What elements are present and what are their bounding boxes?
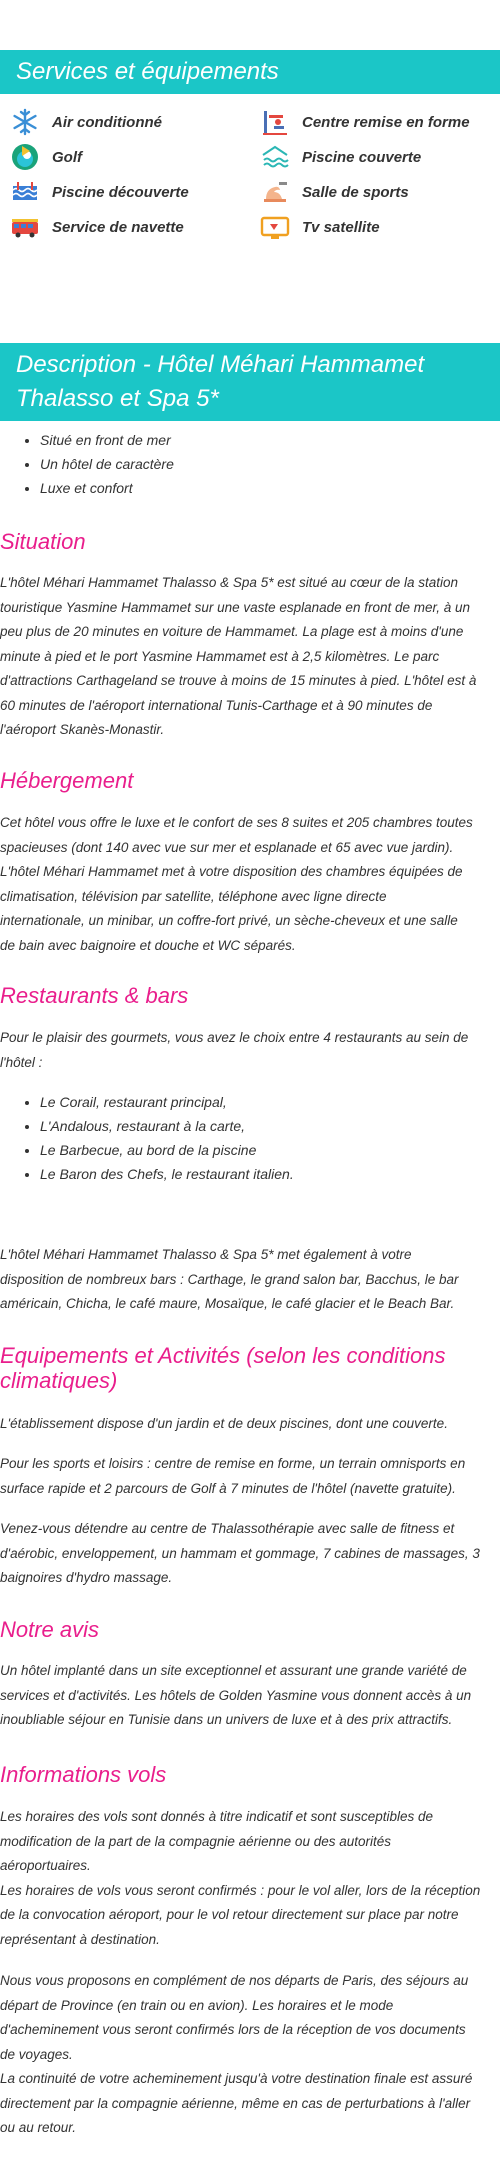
equipements-heading: Equipements et Activités (selon les conditions climatiques) xyxy=(0,1343,446,1393)
service-piscine-decouverte: Piscine découverte xyxy=(10,177,189,207)
avis-section xyxy=(0,1617,500,1643)
fitness-icon xyxy=(260,107,290,137)
service-centre-remise-en-forme: Centre remise en forme xyxy=(260,107,470,137)
vols-heading: Informations vols xyxy=(0,1762,167,1787)
service-navette: Service de navette xyxy=(10,212,184,242)
list-item: • Luxe et confort xyxy=(40,476,500,500)
list-item: • Le Baron des Chefs, le restaurant italien. xyxy=(40,1162,500,1186)
situation-text: L'hôtel Méhari Hammamet Thalasso & Spa 5* est situé au cœur de la station touristique Yasmine Hammamet sur une vaste esplanade en front de mer, à un peu plus de 20 minutes en voiture de Hammamet. La plage est à moins d'une minute à pied et le port Yasmine Hammamet est à 2,5 kilomètres. Le parc d'attractions Carthageland se trouve à moins de 15 minutes à pied. L'hôtel est à 60 minutes de l'aéroport international Tunis-Carthage et à 90 minutes de l'aéroport Skanès-Monastir. xyxy=(0,575,477,737)
description-bullets xyxy=(0,428,500,500)
equipements-p3: Venez-vous détendre au centre de Thalassothérapie avec salle de fitness et d'aérobic, enveloppement, un hammam et gommage, 7 cabines de massages, 3 baignoires d'hydro massage. xyxy=(0,1521,480,1585)
description-title-line2: Thalasso et Spa 5* xyxy=(16,385,219,412)
list-item: • Un hôtel de caractère xyxy=(40,452,500,476)
service-salle-de-sports: Salle de sports xyxy=(260,177,409,207)
service-piscine-couverte: Piscine couverte xyxy=(260,142,421,172)
restaurants-list xyxy=(0,1090,500,1186)
service-golf: Golf xyxy=(10,142,82,172)
outdoor-pool-icon xyxy=(10,177,40,207)
list-item: • Situé en front de mer xyxy=(40,428,500,452)
hebergement-text: Cet hôtel vous offre le luxe et le confort de ses 8 suites et 205 chambres toutes spacieuses (dont 140 avec vue sur mer et esplanade et 65 avec vue jardin). L'hôtel Méhari Hammamet met à votre disposition des chambres équipées de climatisation, télévision par satellite, téléphone avec ligne directe internationale, un minibar, un coffre-fort privé, un sèche-cheveux et une salle de bain avec baignoire et douche et WC séparés. xyxy=(0,815,473,953)
list-item: • L'Andalous, restaurant à la carte, xyxy=(40,1114,500,1138)
gym-icon xyxy=(260,177,290,207)
avis-heading: Notre avis xyxy=(0,1617,100,1642)
description-title-line1: Description - Hôtel Méhari Hammamet xyxy=(16,351,425,378)
situation-heading: Situation xyxy=(0,529,86,554)
hebergement-section xyxy=(0,768,500,794)
avis-text: Un hôtel implanté dans un site exceptionnel et assurant une grande variété de services et d'activités. Les hôtels de Golden Yasmine vous donnent accès à un inoubliable séjour en Tunisie dans un univers de luxe et à des prix attractifs. xyxy=(0,1663,472,1727)
services-title: Services et équipements xyxy=(16,58,279,85)
golf-icon xyxy=(10,142,40,172)
service-air-conditionne: Air conditionné xyxy=(10,107,162,137)
restaurants-heading: Restaurants & bars xyxy=(0,983,189,1008)
vols-text-1: Les horaires des vols sont donnés à titre indicatif et sont susceptibles de modification de la part de la compagnie aérienne ou des autorités aéroportuaires. Les horaires de vols vous seront confirmés : pour le vol aller, lors de la réception de la convocation aéroport, pour le vol retour directement sur place par notre représentant à destination. xyxy=(0,1809,481,1947)
situation-section xyxy=(0,529,500,555)
tv-icon xyxy=(260,212,290,242)
indoor-pool-icon xyxy=(260,142,290,172)
equipements-section xyxy=(0,1343,500,1393)
vols-text-2: Nous vous proposons en complément de nos départs de Paris, des séjours au départ de Province (en train ou en avion). Les horaires et le mode d'acheminement vous seront confirmés lors de la réception de vos documents de voyages. La continuité de votre acheminement jusqu'à votre destination finale est assuré directement par la compagnie aérienne, même en cas de perturbations à l'aller ou au retour. xyxy=(0,1973,473,2135)
shuttle-icon xyxy=(10,212,40,242)
hebergement-heading: Hébergement xyxy=(0,768,134,793)
description-banner xyxy=(0,343,500,421)
restaurants-section xyxy=(0,983,500,1009)
equipements-p1: L'établissement dispose d'un jardin et de deux piscines, dont une couverte. xyxy=(0,1416,448,1431)
equipements-p2: Pour les sports et loisirs : centre de remise en forme, un terrain omnisports en surface rapide et 2 parcours de Golf à 7 minutes de l'hôtel (navette gratuite). xyxy=(0,1456,466,1496)
services-banner xyxy=(0,50,500,94)
snowflake-icon xyxy=(10,107,40,137)
service-tv-satellite: Tv satellite xyxy=(260,212,380,242)
bars-text: L'hôtel Méhari Hammamet Thalasso & Spa 5* met également à votre disposition de nombreux bars : Carthage, le grand salon bar, Bacchus, le bar américain, Chicha, le café maure, Mosaïque, le café glacier et le Beach Bar. xyxy=(0,1247,459,1311)
list-item: • Le Barbecue, au bord de la piscine xyxy=(40,1138,500,1162)
restaurants-intro: Pour le plaisir des gourmets, vous avez le choix entre 4 restaurants au sein de l'hôtel : xyxy=(0,1030,469,1070)
list-item: • Le Corail, restaurant principal, xyxy=(40,1090,500,1114)
vols-section xyxy=(0,1762,500,1788)
